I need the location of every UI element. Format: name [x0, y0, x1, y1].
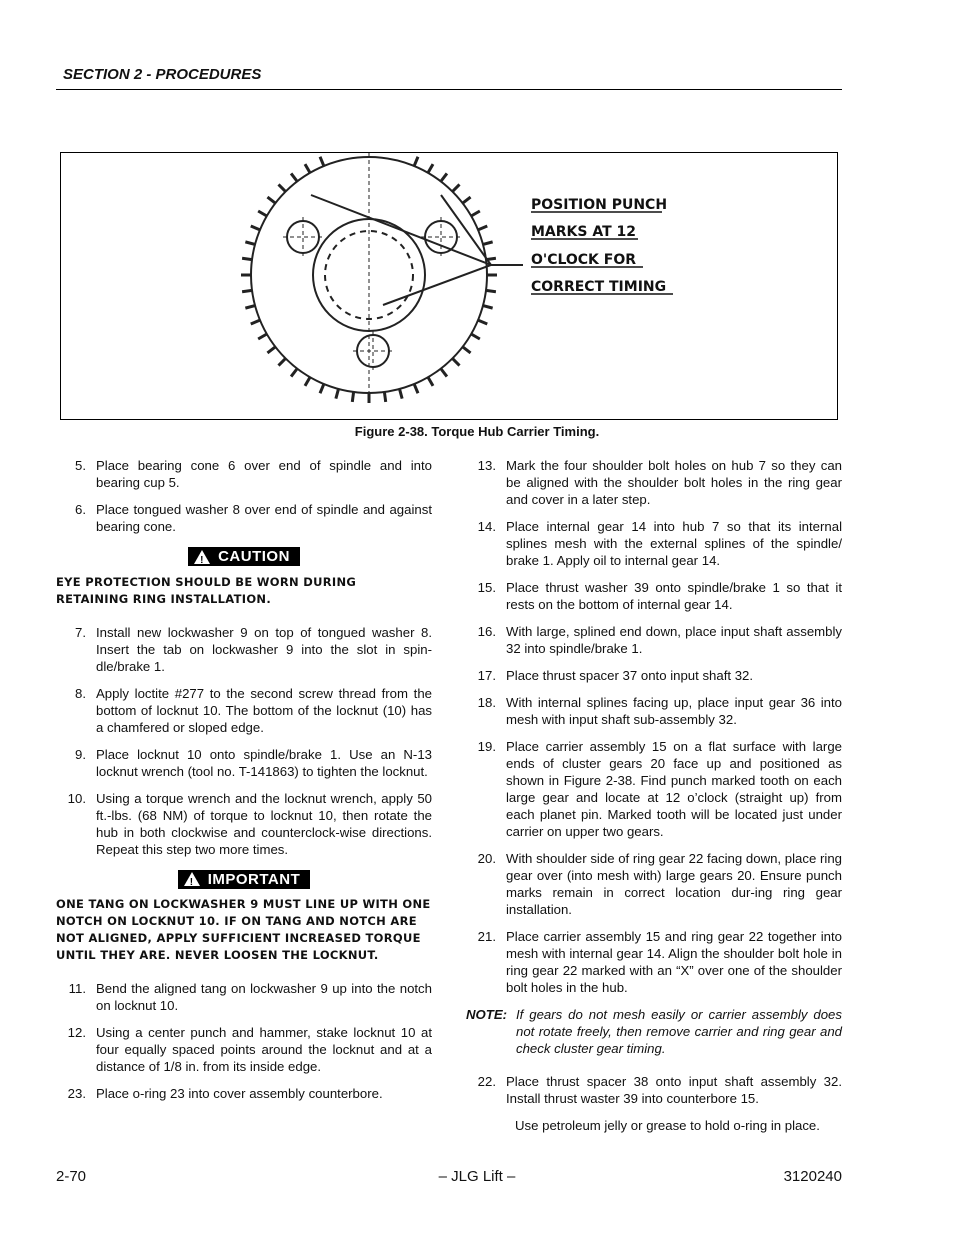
- gear-tooth: [486, 290, 496, 291]
- gear-tooth: [414, 384, 418, 393]
- gear-tooth: [441, 173, 447, 181]
- carrier-timing-diagram: [61, 153, 837, 419]
- section-header: SECTION 2 - PROCEDURES: [63, 66, 262, 83]
- list-item: 18. With internal splines facing up, place input gear 36 into mesh with input shaft sub-assembly 32.: [477, 695, 842, 727]
- list-item: 9. Place locknut 10 onto spindle/brake 1. Use an N-13 locknut wrench (tool no. T-141863) to tighten the locknut.: [75, 746, 432, 779]
- list-item: 17. Place thrust spacer 37 onto input shaft 32.: [477, 668, 754, 683]
- callout-line-1: POSITION PUNCH: [531, 197, 668, 213]
- doc-number: 3120240: [783, 1168, 842, 1185]
- note: [466, 1006, 842, 1057]
- gear-tooth: [305, 164, 310, 173]
- list-item: 16. With large, splined end down, place input shaft assembly 32 into spindle/brake 1.: [477, 624, 842, 656]
- gear-tooth: [452, 358, 459, 365]
- gear-tooth: [428, 377, 433, 386]
- gear-tooth: [291, 369, 297, 377]
- gear-tooth: [441, 369, 447, 377]
- footer-center: – JLG Lift –: [438, 1168, 516, 1185]
- caution-badge: ! CAUTION: [188, 547, 300, 566]
- gear-tooth: [478, 320, 487, 324]
- gear-tooth: [245, 306, 255, 309]
- note-label: NOTE:: [466, 1007, 508, 1022]
- list-item: 6. Place tongued washer 8 over end of spindle and against bearing cone.: [75, 502, 432, 534]
- left-column: [56, 457, 432, 1112]
- list-item: 10. Using a torque wrench and the locknut wrench, apply 50 ft.-lbs. (68 NM) of torque to locknut 10, then rotate the hub in both clockwise and counterclock-wise directions. Repeat this step two more times.: [67, 790, 432, 857]
- gear-tooth: [483, 242, 493, 245]
- callout-line-4: CORRECT TIMING: [531, 279, 667, 295]
- gear-tooth: [400, 389, 403, 399]
- gear-tooth: [320, 157, 324, 166]
- gear-tooth: [278, 184, 285, 191]
- gear-tooth: [267, 347, 275, 353]
- gear-tooth: [278, 358, 285, 365]
- gear-tooth: [258, 211, 267, 216]
- list-item: 15. Place thrust washer 39 onto spindle/brake 1 so that it rests on the bottom of internal gear 14.: [477, 580, 842, 612]
- gear-tooth: [320, 384, 324, 393]
- header-rule: [56, 89, 842, 90]
- gear-tooth: [267, 197, 275, 203]
- list-item: 8. Apply loctite #277 to the second screw thread from the bottom of locknut 10. The bottom of the locknut (10) has a chamfered or sloped edge.: [75, 685, 432, 735]
- warning-icon: !: [184, 872, 200, 886]
- note-text: If gears do not mesh easily or carrier assembly does not rotate freely, then remove carrier and ring gear and check cluster gear timing.: [516, 1007, 842, 1056]
- list-item: 11. Bend the aligned tang on lockwasher 9 up into the notch on locknut 10.: [68, 981, 432, 1013]
- gear-tooth: [291, 173, 297, 181]
- callout-line-2: MARKS AT 12: [531, 224, 637, 240]
- gear-tooth: [471, 211, 480, 216]
- trailing-text: Use petroleum jelly or grease to hold o-ring in place.: [515, 1118, 820, 1133]
- caution-text: EYE PROTECTION SHOULD BE WORN DURING RETAINING RING INSTALLATION.: [56, 574, 357, 606]
- gear-tooth: [463, 197, 471, 203]
- gear-tooth: [242, 290, 252, 291]
- gear-tooth: [428, 164, 433, 173]
- list-item: 12. Using a center punch and hammer, stake locknut 10 at four equally spaced points around the locknut and at a distance of 1/8 in. from its inside edge.: [67, 1025, 432, 1074]
- gear-tooth: [471, 334, 480, 339]
- important-text: ONE TANG ON LOCKWASHER 9 MUST LINE UP WITH ONE NOTCH ON LOCKNUT 10. IF ON TANG AND NOTCH ARE NOT ALIGNED, APPLY SUFFICIENT INCREASED TORQUE UNTIL THEY ARE. NEVER LOOSEN THE LOCKNUT.: [56, 897, 431, 962]
- gear-tooth: [242, 258, 252, 259]
- list-item: 13. Mark the four shoulder bolt holes on hub 7 so they can be aligned with the shoulder bolt holes in the ring gear and cover in a later step.: [477, 458, 842, 507]
- list-item: 5. Place bearing cone 6 over end of spindle and into bearing cup 5.: [75, 458, 432, 490]
- gear-tooth: [352, 392, 353, 402]
- list-item: 20. With shoulder side of ring gear 22 facing down, place ring gear over (into mesh with) large gears 20. Ensure punch marks remain in correct location dur-ing ring gear installation.: [477, 851, 842, 917]
- list-item: 7. Install new lockwasher 9 on top of tongued washer 8. Insert the tab on lockwasher 9 into the slot in spin-dle/brake 1.: [75, 624, 432, 674]
- list-item: 22. Place thrust spacer 38 onto input shaft assembly 32. Install thrust waster 39 into counterbore 15.: [477, 1074, 842, 1106]
- important-badge: ! IMPORTANT: [178, 870, 311, 889]
- figure-box: [60, 152, 838, 420]
- gear-tooth: [483, 306, 493, 309]
- gear-tooth: [384, 392, 385, 402]
- callout-line-3: O'CLOCK FOR: [531, 252, 637, 268]
- right-column: [466, 457, 842, 1134]
- gear-tooth: [245, 242, 255, 245]
- gear-tooth: [414, 157, 418, 166]
- list-item: 14. Place internal gear 14 into hub 7 so that its internal splines mesh with the external splines of the spindle/ brake 1. Apply oil to internal gear 14.: [477, 519, 842, 568]
- page-number: 2-70: [56, 1168, 87, 1185]
- list-item: 21. Place carrier assembly 15 and ring gear 22 together into mesh with internal gear 14. Align the shoulder bolt hole in ring gear 22 marked with an “X” over one of the shoulder bolt holes in the hub.: [477, 929, 842, 995]
- gear-tooth: [452, 184, 459, 191]
- list-item: 23. Place o-ring 23 into cover assembly counterbore.: [67, 1086, 383, 1101]
- gear-tooth: [463, 347, 471, 353]
- list-item: 19. Place carrier assembly 15 on a flat surface with large ends of cluster gears 20 face up and positioned as shown in Figure 2-38. Find punch marked tooth on each large gear and locate at 12 o’clock (straight up) from each planet pin. Marked tooth will be located just under carrier on upper two gears.: [477, 739, 842, 839]
- gear-tooth: [251, 320, 260, 324]
- gear-tooth: [258, 334, 267, 339]
- warning-icon: !: [194, 550, 210, 564]
- gear-tooth: [336, 389, 339, 399]
- gear-tooth: [478, 226, 487, 230]
- gear-tooth: [251, 226, 260, 230]
- figure-caption: Figure 2-38. Torque Hub Carrier Timing.: [354, 424, 600, 439]
- gear-tooth: [305, 377, 310, 386]
